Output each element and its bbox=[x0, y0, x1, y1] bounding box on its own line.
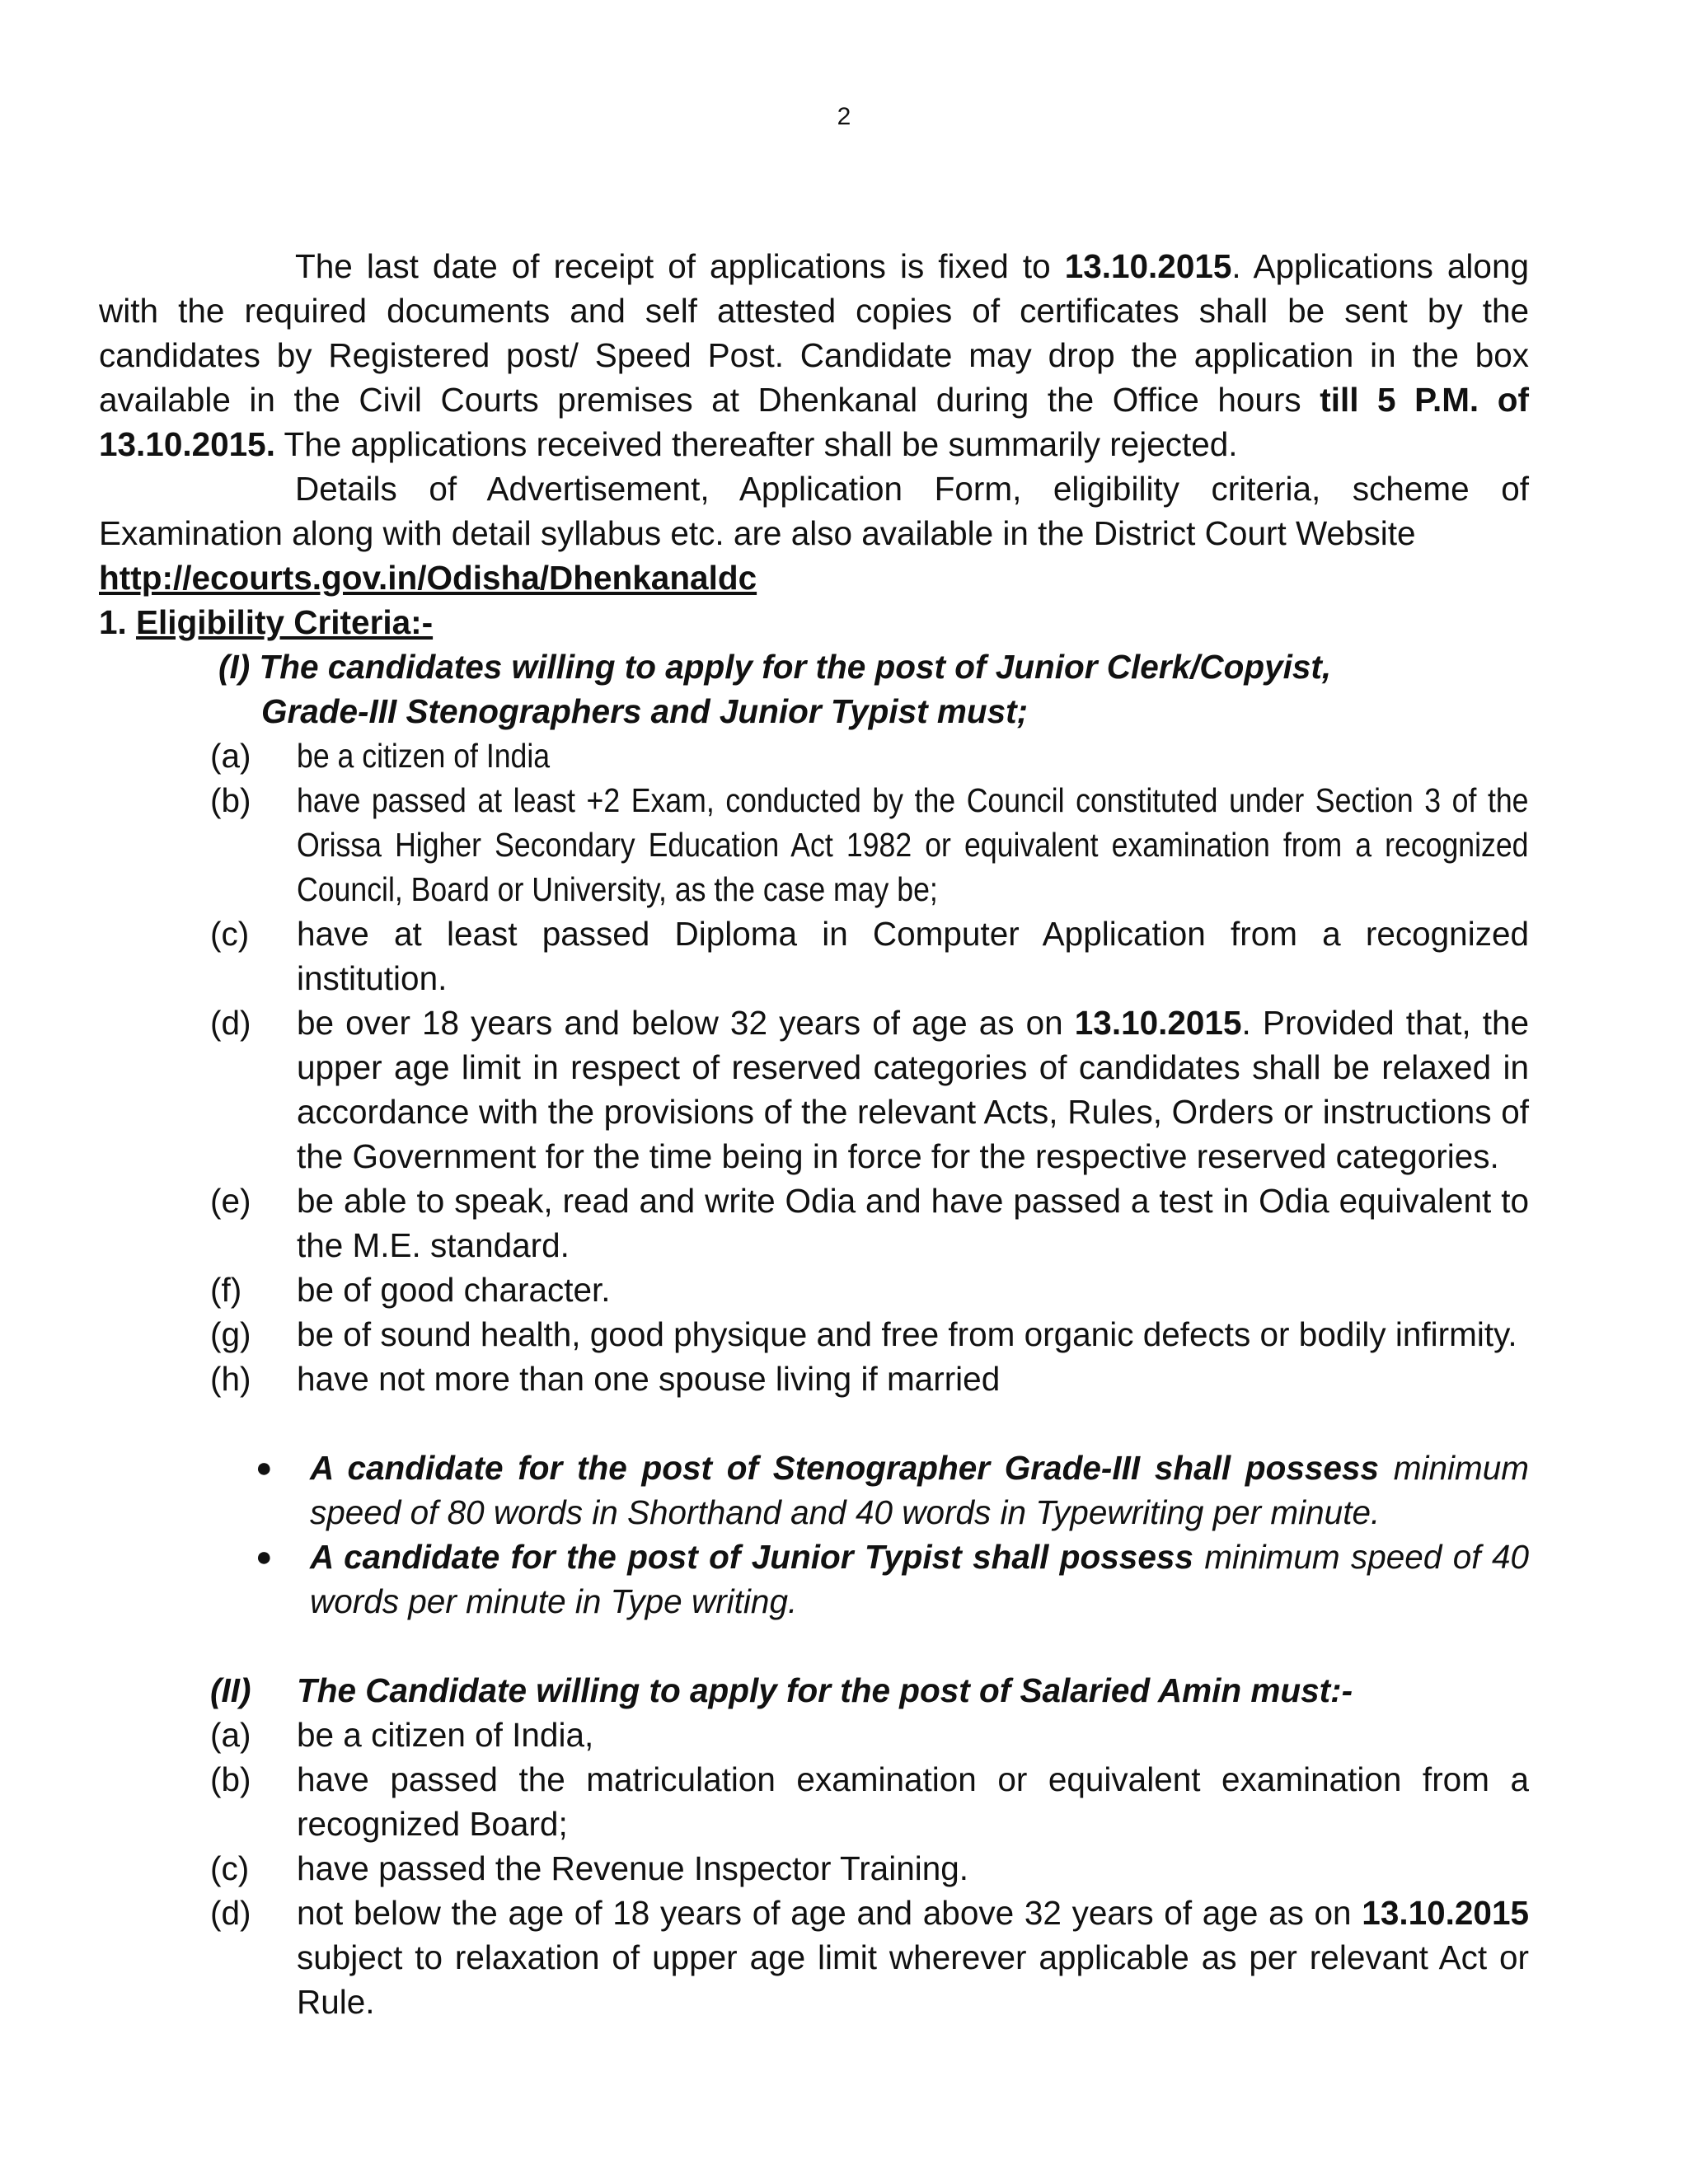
item-label: (c) bbox=[210, 915, 250, 953]
spacer bbox=[99, 1624, 1529, 1668]
age-cutoff-date: 13.10.2015 bbox=[1074, 1004, 1242, 1042]
bullet-text: A candidate for the post of Stenographer Grade-III shall possess minimum speed of 80 words in Shorthand and 40 words in Typewriting per minute. bbox=[310, 1449, 1529, 1531]
intro-paragraph-2: Details of Advertisement, Application Form, eligibility criteria, scheme of Examination along with detail syllabus etc. are also available in the District Court Website bbox=[99, 470, 1529, 552]
item-label: (f) bbox=[210, 1271, 242, 1309]
item-text: be of sound health, good physique and free from organic defects or bodily infirmity. bbox=[297, 1315, 1517, 1353]
item-text: have passed the matriculation examination or equivalent examination from a recognized Board; bbox=[297, 1760, 1529, 1843]
list-item bbox=[99, 1891, 1529, 2024]
last-date: 13.10.2015 bbox=[1064, 247, 1232, 285]
document-body bbox=[99, 244, 1529, 2024]
item-text: have passed the Revenue Inspector Training. bbox=[297, 1849, 969, 1887]
section-number: 1. bbox=[99, 603, 137, 641]
part2-heading bbox=[99, 1668, 1529, 1713]
intro-text-c: The applications received thereafter shall be summarily rejected. bbox=[274, 425, 1238, 463]
deadline-time: till 5 P.M. of 13.10.2015. bbox=[99, 381, 1529, 463]
item-text: be a citizen of India bbox=[297, 737, 551, 775]
list-item bbox=[99, 1179, 1529, 1268]
intro-text-a: The last date of receipt of applications is fixed to bbox=[295, 247, 1065, 285]
item-text: have at least passed Diploma in Computer Application from a recognized institution. bbox=[297, 915, 1529, 997]
page-number: 2 bbox=[837, 103, 851, 130]
item-label: (h) bbox=[210, 1360, 251, 1398]
item-label: (d) bbox=[210, 1894, 251, 1932]
age-cutoff-date: 13.10.2015 bbox=[1362, 1894, 1529, 1932]
item-label: (b) bbox=[210, 1760, 251, 1798]
intro-text-b: . Applications along with the required documents and self attested copies of certificates shall be sent by the candidates by Registered post/ Speed Post. Candidate may drop the application in the box available in the Civil Courts premises at Dhenkanal during the Office hours bbox=[99, 247, 1529, 419]
part1-heading-line1: (I) The candidates willing to apply for the post of Junior Clerk/Copyist, bbox=[218, 648, 1332, 686]
intro-paragraph-1 bbox=[99, 244, 1529, 466]
part1-heading-line2: Grade-III Stenographers and Junior Typist must; bbox=[261, 692, 1029, 730]
part1-heading bbox=[99, 644, 1529, 733]
part2-heading-text: The Candidate willing to apply for the post of Salaried Amin must:- bbox=[297, 1671, 1353, 1709]
list-item bbox=[99, 733, 1529, 778]
item-text: be of good character. bbox=[297, 1271, 611, 1309]
list-item bbox=[99, 1446, 1529, 1535]
bullet-text: A candidate for the post of Junior Typist shall possess minimum speed of 40 words per minute in Type writing. bbox=[310, 1538, 1529, 1620]
list-item bbox=[99, 912, 1529, 1001]
list-item bbox=[99, 1268, 1529, 1312]
list-item bbox=[99, 1535, 1529, 1624]
bullet-icon: ● bbox=[256, 1452, 273, 1483]
item-label: (a) bbox=[210, 737, 251, 775]
list-item bbox=[99, 1846, 1529, 1891]
item-label: (e) bbox=[210, 1182, 251, 1220]
item-label: (a) bbox=[210, 1716, 251, 1754]
list-item bbox=[99, 1312, 1529, 1357]
spacer bbox=[99, 1401, 1529, 1446]
item-label: (g) bbox=[210, 1315, 251, 1353]
part2-label: (II) bbox=[210, 1671, 251, 1709]
item-text: be a citizen of India, bbox=[297, 1716, 594, 1754]
item-text: have passed at least +2 Exam, conducted by the Council constituted under Section 3 of the Orissa Higher Secondary Education Act 1982 or equivalent examination from a recognized Council, Board or University, as the case may be; bbox=[297, 781, 1529, 908]
list-item bbox=[99, 1757, 1529, 1846]
part2-list bbox=[99, 1713, 1529, 2024]
section-title: Eligibility Criteria:- bbox=[136, 603, 434, 641]
part1-list bbox=[99, 733, 1529, 1401]
speed-requirements-list bbox=[99, 1446, 1529, 1624]
item-label: (b) bbox=[210, 781, 251, 819]
item-text: be over 18 years and below 32 years of age as on 13.10.2015. Provided that, the upper age limit in respect of reserved categories of candidates shall be relaxed in accordance with the provisions of the relevant Acts, Rules, Orders or instructions of the Government for the time being in force for the respective reserved categories. bbox=[297, 1004, 1529, 1175]
list-item bbox=[99, 778, 1529, 912]
item-text: be able to speak, read and write Odia and have passed a test in Odia equivalent to the M.E. standard. bbox=[297, 1182, 1529, 1264]
item-label: (c) bbox=[210, 1849, 250, 1887]
item-text: not below the age of 18 years of age and above 32 years of age as on 13.10.2015 subject to relaxation of upper age limit wherever applicable as per relevant Act or Rule. bbox=[297, 1894, 1529, 2021]
list-item bbox=[99, 1001, 1529, 1179]
bullet-icon: ● bbox=[256, 1541, 273, 1572]
website-link[interactable]: http://ecourts.gov.in/Odisha/Dhenkanaldc bbox=[99, 559, 757, 597]
list-item bbox=[99, 1357, 1529, 1401]
item-text: have not more than one spouse living if married bbox=[297, 1360, 1001, 1398]
item-label: (d) bbox=[210, 1004, 251, 1042]
section-heading bbox=[99, 600, 1529, 644]
list-item bbox=[99, 1713, 1529, 1757]
